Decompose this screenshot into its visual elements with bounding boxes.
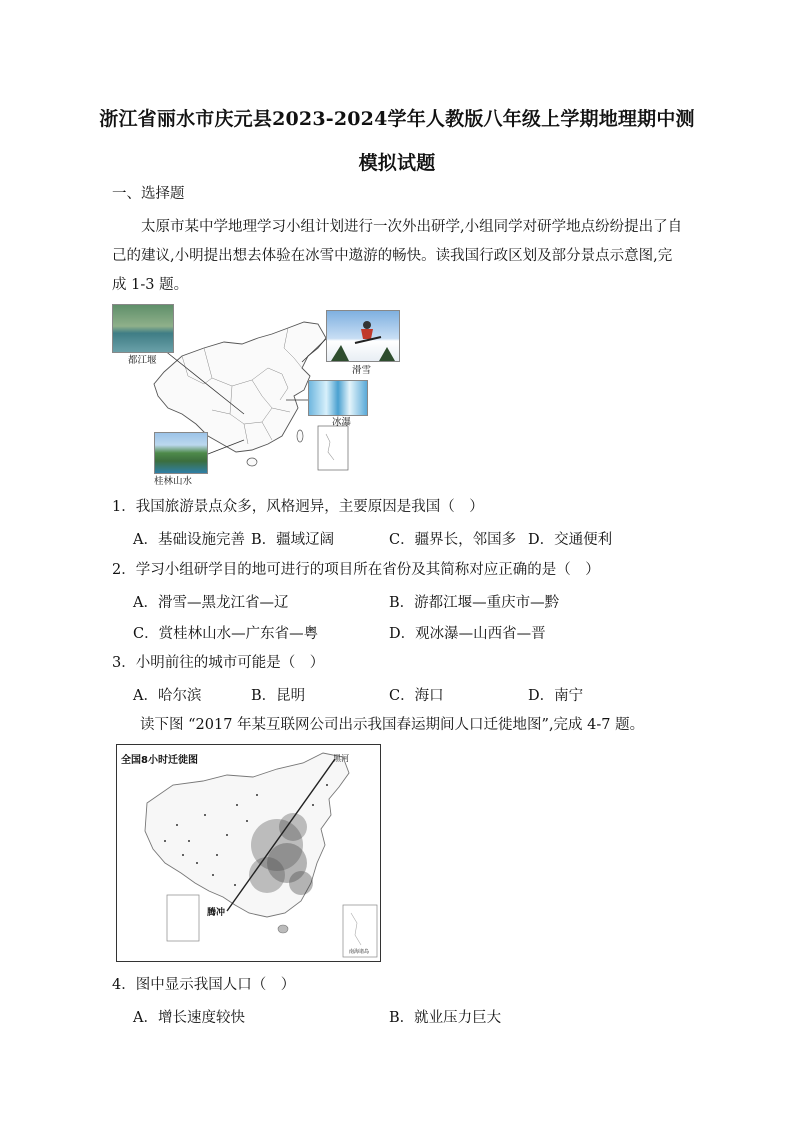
question-2: 2．学习小组研学目的地可进行的项目所在省份及其简称对应正确的是（ ） bbox=[112, 562, 600, 578]
heihe-label: 黑河 bbox=[333, 754, 349, 763]
q3-option-d[interactable]: D．南宁 bbox=[528, 688, 584, 704]
q1-option-c[interactable]: C．疆界长，邻国多 bbox=[389, 532, 517, 548]
section-heading: 一、选择题 bbox=[112, 186, 185, 202]
page-title: 浙江省丽水市庆元县2023-2024学年人教版八年级上学期地理期中测 bbox=[99, 108, 695, 130]
tengchong-label: 腾冲 bbox=[207, 908, 226, 918]
q4-option-b[interactable]: B．就业压力巨大 bbox=[389, 1010, 502, 1026]
q2-option-b[interactable]: B．游都江堰—重庆市—黔 bbox=[389, 595, 560, 611]
scenic-map-figure bbox=[112, 304, 402, 487]
ice-waterfall-photo bbox=[308, 380, 368, 416]
guilin-label: 桂林山水 bbox=[154, 476, 193, 487]
ice-waterfall-label: 冰瀑 bbox=[332, 417, 352, 428]
skier-icon bbox=[327, 311, 399, 361]
dujiangyan-label: 都江堰 bbox=[128, 355, 157, 366]
question-4: 4．图中显示我国人口（ ） bbox=[112, 977, 296, 993]
q1-option-b[interactable]: B．疆域辽阔 bbox=[251, 532, 335, 548]
q4-option-a[interactable]: A．增长速度较快 bbox=[133, 1010, 245, 1026]
migration-map-figure bbox=[116, 744, 381, 962]
migration-map-title: 全国8小时迁徙图 bbox=[121, 755, 198, 766]
q1-option-d[interactable]: D．交通便利 bbox=[528, 532, 613, 548]
q1-option-a[interactable]: A．基础设施完善 bbox=[133, 532, 245, 548]
dujiangyan-photo bbox=[112, 304, 174, 353]
question-3: 3．小明前往的城市可能是（ ） bbox=[112, 655, 325, 671]
intro-text: 太原市某中学地理学习小组计划进行一次外出研学,小组同学对研学地点纷纷提出了自己的建议,小明提出想去体验在冰雪中遨游的畅快。读我国行政区划及部分景点示意图,完成 1-3 题。 bbox=[112, 219, 683, 293]
q2-option-a[interactable]: A．滑雪—黑龙江省—辽 bbox=[133, 595, 289, 611]
q3-option-b[interactable]: B．昆明 bbox=[251, 688, 306, 704]
q2-option-c[interactable]: C．赏桂林山水—广东省—粤 bbox=[133, 626, 319, 642]
intro-2: 读下图 “2017 年某互联网公司出示我国春运期间人口迁徙地图”,完成 4-7 题。 bbox=[140, 717, 645, 733]
ski-label: 滑雪 bbox=[352, 365, 372, 376]
guilin-photo bbox=[154, 432, 208, 474]
migration-map bbox=[117, 745, 380, 961]
page-title-line2: 模拟试题 bbox=[358, 152, 436, 174]
q3-option-c[interactable]: C．海口 bbox=[389, 688, 444, 704]
ski-photo bbox=[326, 310, 400, 362]
south-sea-inset-label: 南海诸岛 bbox=[349, 949, 370, 955]
q2-option-d[interactable]: D．观冰瀑—山西省—晋 bbox=[389, 626, 546, 642]
q3-option-a[interactable]: A．哈尔滨 bbox=[133, 688, 202, 704]
intro-paragraph bbox=[112, 213, 684, 300]
question-1: 1．我国旅游景点众多，风格迥异，主要原因是我国（ ） bbox=[112, 499, 484, 515]
